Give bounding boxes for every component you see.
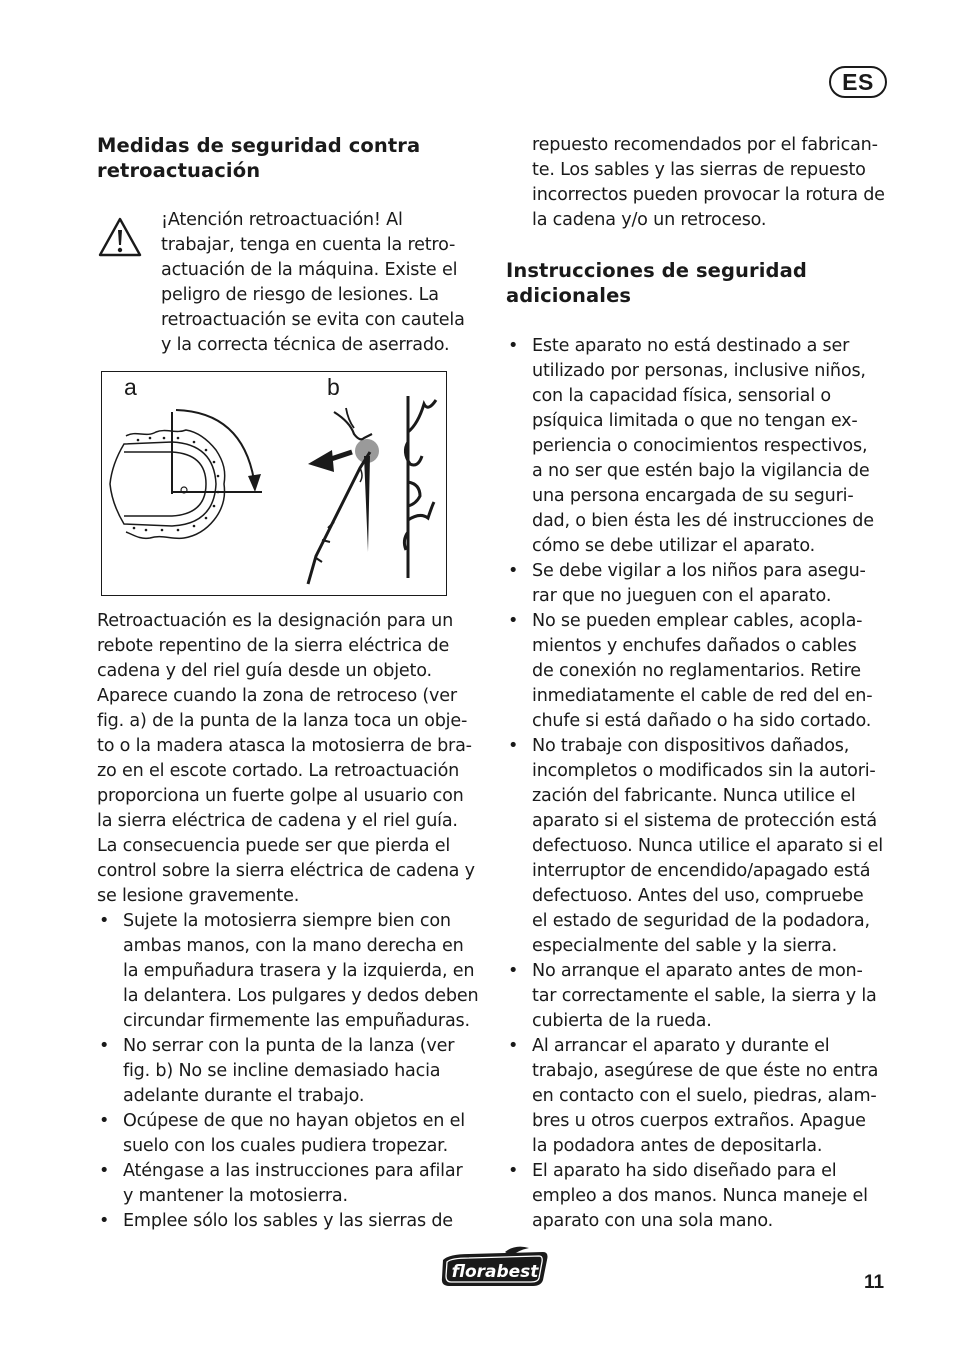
text-line: fig. b) No se incline demasiado hacia [123, 1061, 441, 1081]
text-line: • Al arrancar el aparato y durante el [532, 1036, 830, 1056]
text-line: Aparece cuando la zona de retroceso (ver [97, 686, 457, 706]
text-line: incorrectos pueden provocar la rotura de [532, 185, 885, 205]
text-line: defectuoso. Antes del uso, compruebe [532, 886, 864, 906]
text-line: • Este aparato no está destinado a ser [532, 336, 850, 356]
text-line: defectuoso. Nunca utilice el aparato si el [532, 836, 883, 856]
text-line: aparato si el sistema de protección está [532, 811, 877, 831]
kickback-description [97, 609, 475, 909]
text-line: la empuñadura trasera y la izquierda, en [123, 961, 475, 981]
heading-line: Instrucciones de seguridad [506, 259, 807, 282]
warning-triangle-icon [97, 216, 143, 258]
text-line: inmediatamente el cable de red del en- [532, 686, 873, 706]
text-line: • Se debe vigilar a los niños para asegu- [532, 561, 866, 581]
language-badge: ES [829, 66, 887, 98]
text-line: trabajar, tenga en cuenta la retro- [161, 235, 456, 255]
text-line: una persona encargada de su seguri- [532, 486, 854, 506]
figure-label-b: b [327, 374, 340, 400]
text-line: zo en el escote cortado. La retroactuación [97, 761, 460, 781]
text-line: psíquica limitada o que no tengan ex- [532, 411, 858, 431]
text-line: cadena y del riel guía desde un objeto. [97, 661, 432, 681]
text-line: periencia o conocimientos respectivos, [532, 436, 868, 456]
text-line: te. Los sables y las sierras de repuesto [532, 160, 866, 180]
continuation-text [532, 133, 885, 233]
text-line: en contacto con el suelo, piedras, alam- [532, 1086, 877, 1106]
text-line: y la correcta técnica de aserrado. [161, 335, 450, 355]
list-item [506, 1034, 883, 1159]
text-line: utilizado por personas, inclusive niños, [532, 361, 866, 381]
list-item [506, 1159, 883, 1234]
page-number: 11 [864, 1272, 885, 1293]
text-line: • No trabaje con dispositivos dañados, [532, 736, 850, 756]
pole-saw-drawing [308, 408, 379, 584]
text-line: dad, o bien ésta les dé instrucciones de [532, 511, 874, 531]
text-line: interruptor de encendido/apagado está [532, 861, 871, 881]
text-line: • Emplee sólo los sables y las sierras de [123, 1211, 453, 1231]
text-line: la podadora antes de depositarla. [532, 1136, 823, 1156]
list-item [506, 734, 883, 959]
text-line: rar que no jueguen con el aparato. [532, 586, 832, 606]
figure-label-a: a [124, 374, 137, 400]
text-line: ¡Atención retroactuación! Al [161, 210, 403, 230]
text-line: trabajo, asegúrese de que éste no entra [532, 1061, 879, 1081]
list-item [97, 1034, 478, 1109]
text-line: con la capacidad física, sensorial o [532, 386, 831, 406]
text-line: a no ser que estén bajo la vigilancia de [532, 461, 870, 481]
text-line: mientos y enchufes dañados o cables [532, 636, 857, 656]
list-item [506, 559, 883, 609]
text-line: chufe si está dañado o ha sido cortado. [532, 711, 872, 731]
list-item [97, 909, 478, 1034]
list-item [506, 334, 883, 559]
section-heading-additional [506, 258, 807, 308]
text-line: rebote repentino de la sierra eléctrica de [97, 636, 450, 656]
additional-bullet-list [506, 334, 883, 1234]
text-line: peligro de riesgo de lesiones. La [161, 285, 439, 305]
section-heading-kickback [97, 133, 420, 183]
list-item [97, 1159, 478, 1209]
text-line: bres u otros cuerpos extraños. Apague [532, 1111, 866, 1131]
kickback-bullet-list [97, 909, 478, 1234]
text-line: circundar firmemente las empuñaduras. [123, 1011, 470, 1031]
text-line: fig. a) de la punta de la lanza toca un obje- [97, 711, 468, 731]
text-line: adelante durante el trabajo. [123, 1086, 365, 1106]
text-line: se lesione gravemente. [97, 886, 300, 906]
text-line: la cadena y/o un retroceso. [532, 210, 767, 230]
text-line: proporciona un fuerte golpe al usuario con [97, 786, 464, 806]
text-line: retroactuación se evita con cautela [161, 310, 465, 330]
text-line: zación del fabricante. Nunca utilice el [532, 786, 856, 806]
text-line: la sierra eléctrica de cadena y el riel guía. [97, 811, 458, 831]
florabest-logo [439, 1246, 551, 1290]
list-item [97, 1109, 478, 1159]
text-line: actuación de la máquina. Existe el [161, 260, 458, 280]
list-item [506, 609, 883, 734]
text-line: incompletos o modificados sin la autori- [532, 761, 876, 781]
heading-line: adicionales [506, 284, 632, 307]
text-line: • No arranque el aparato antes de mon- [532, 961, 863, 981]
text-line: control sobre la sierra eléctrica de cadena y [97, 861, 475, 881]
text-line: aparato con una sola mano. [532, 1211, 773, 1231]
branch-drawing [404, 396, 436, 578]
text-line: • Sujete la motosierra siempre bien con [123, 911, 451, 931]
kickback-illustration [102, 372, 448, 597]
text-line: de conexión no reglamentarios. Retire [532, 661, 861, 681]
text-line: repuesto recomendados por el fabrican- [532, 135, 878, 155]
text-line: Retroactuación es la designación para un [97, 611, 454, 631]
text-line: cómo se debe utilizar el aparato. [532, 536, 816, 556]
text-line: especialmente del sable y la sierra. [532, 936, 838, 956]
text-line: • Aténgase a las instrucciones para afilar [123, 1161, 463, 1181]
list-item [506, 959, 883, 1034]
text-line: • No se pueden emplear cables, acopla- [532, 611, 863, 631]
text-line: La consecuencia puede ser que pierda el [97, 836, 451, 856]
heading-line: Medidas de seguridad contra [97, 134, 421, 157]
text-line: • Ocúpese de que no hayan objetos en el [123, 1111, 465, 1131]
text-line: • No serrar con la punta de la lanza (ver [123, 1036, 455, 1056]
text-line: empleo a dos manos. Nunca maneje el [532, 1186, 868, 1206]
warning-text [161, 208, 465, 358]
text-line: • El aparato ha sido diseñado para el [532, 1161, 837, 1181]
text-line: el estado de seguridad de la podadora, [532, 911, 870, 931]
guide-bar-drawing [110, 430, 225, 538]
heading-line: retroactuación [97, 159, 261, 182]
text-line: to o la madera atasca la motosierra de bra- [97, 736, 472, 756]
kickback-figure [101, 371, 447, 596]
list-item [97, 1209, 478, 1234]
text-line: y mantener la motosierra. [123, 1186, 348, 1206]
text-line: suelo con los cuales pudiera tropezar. [123, 1136, 448, 1156]
text-line: la delantera. Los pulgares y dedos deben [123, 986, 479, 1006]
text-line: cubierta de la rueda. [532, 1011, 712, 1031]
text-line: tar correctamente el sable, la sierra y la [532, 986, 877, 1006]
text-line: ambas manos, con la mano derecha en [123, 936, 464, 956]
logo-text: florabest [451, 1262, 539, 1282]
